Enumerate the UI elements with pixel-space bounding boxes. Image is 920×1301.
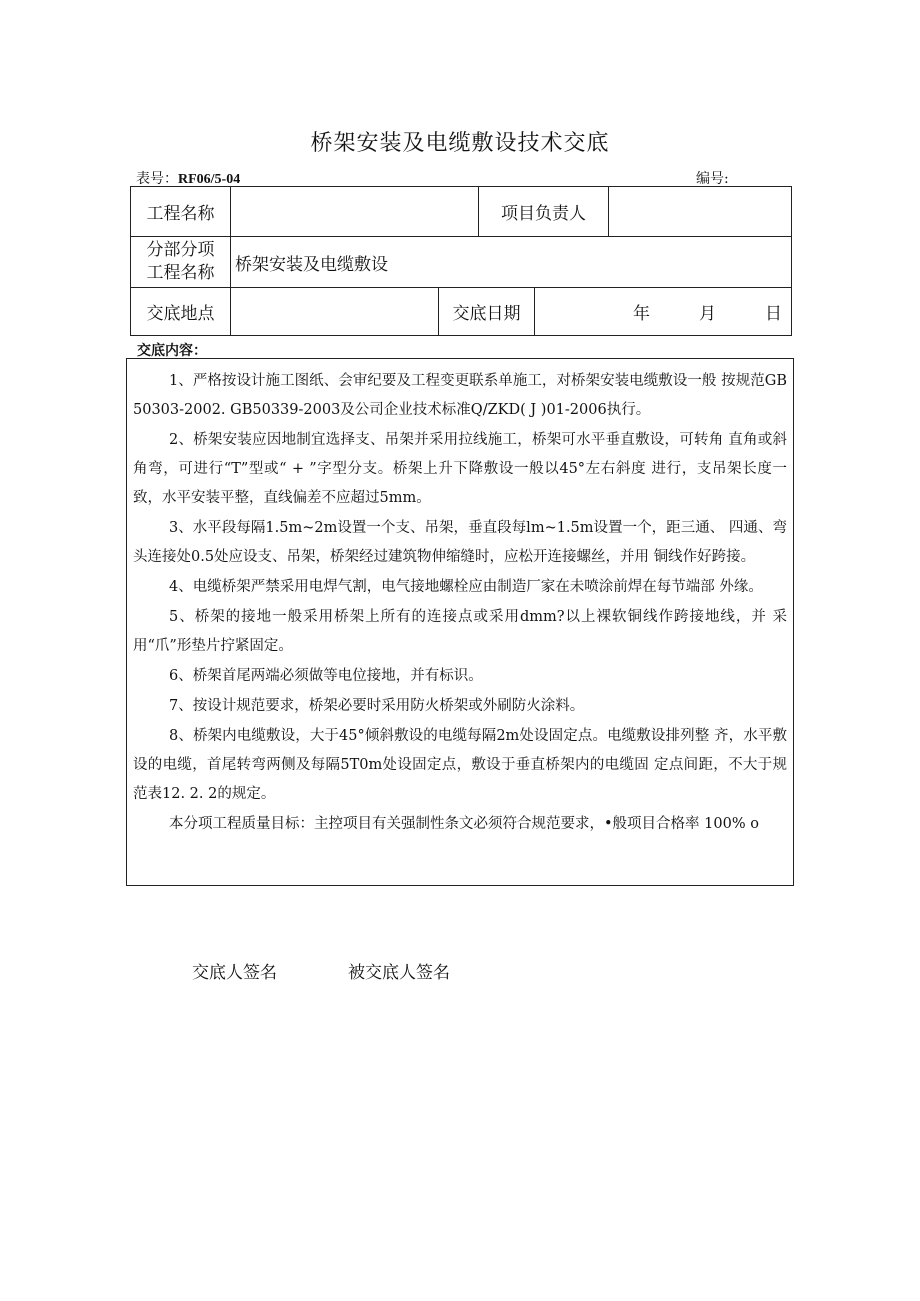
- project-name-label: 工程名称: [131, 187, 231, 236]
- header-table: [130, 186, 792, 336]
- form-number: [136, 168, 240, 188]
- paragraph-1: 1、严格按设计施工图纸、会审纪要及工程变更联系单施工，对桥架安装电缆敷设一般 按规范GB50303-2002. GB50339-2003及公司企业技术标准Q/ZKD( J )01-2006执行。: [133, 373, 787, 418]
- paragraph-2: 2、桥架安装应因地制宜选择支、吊架并采用拉线施工，桥架可水平垂直敷设，可转角 直角或斜角弯，可进行“T”型或“ + ”字型分支。桥架上升下降敷设一般以45°左右斜度 进行，支吊架长度一致，水平安装平整，直线偏差不应超过5mm。: [133, 432, 787, 506]
- serial-number-label: 编号:: [696, 171, 729, 187]
- receiver-signature-label: 被交底人签名: [348, 963, 450, 983]
- date-month: 月: [699, 304, 716, 324]
- header-row-subproject: [131, 237, 791, 288]
- paragraph-7: 7、按设计规范要求，桥架必要时采用防火桥架或外刷防火涂料。: [169, 698, 585, 714]
- project-lead-value[interactable]: [609, 187, 791, 236]
- header-row-location: [131, 288, 791, 335]
- quality-goal: 本分项工程质量目标：主控项目有关强制性条文必须符合规范要求，•般项目合格率 100% o: [169, 816, 759, 832]
- paragraph-4: 4、电缆桥架严禁采用电焊气割，电气接地螺栓应由制造厂家在未喷涂前焊在每节端部 外缘。: [169, 579, 763, 595]
- document-title: 桥架安装及电缆敷设技术交底: [310, 131, 610, 156]
- form-number-row: [136, 168, 736, 186]
- sub-project-value[interactable]: 桥架安装及电缆敷设: [235, 254, 388, 275]
- sub-project-label-line2: 工程名称: [146, 263, 215, 283]
- form-number-value: RF06/5-04: [178, 172, 241, 187]
- location-value[interactable]: [231, 288, 439, 335]
- header-row-project: [131, 187, 791, 237]
- presenter-signature-label: 交底人签名: [192, 963, 277, 983]
- location-label: 交底地点: [131, 288, 231, 335]
- paragraph-3: 3、水平段每隔1.5m~2m设置一个支、吊架，垂直段每lm~1.5m设置一个，距三通、 四通、弯头连接处0.5处应设支、吊架，桥架经过建筑物伸缩缝时，应松开连接螺丝，并用 铜线作好跨接。: [133, 520, 787, 565]
- content-box: [126, 358, 794, 886]
- sub-project-label-line1: 分部分项: [146, 240, 215, 260]
- paragraph-5: 5、桥架的接地一般采用桥架上所有的连接点或采用dmm?以上裸软铜线作跨接地线，并 采用“爪”形垫片拧紧固定。: [133, 609, 787, 654]
- paragraph-8: 8、桥架内电缆敷设，大于45°倾斜敷设的电缆每隔2m处设固定点。电缆敷设排列整 齐，水平敷设的电缆，首尾转弯两侧及每隔5T0m处设固定点，敷设于垂直桥架内的电缆固 定点间距，不大于规范表12. 2. 2的规定。: [133, 728, 787, 802]
- paragraph-6: 6、桥架首尾两端必须做等电位接地，并有标识。: [169, 668, 483, 684]
- date-day: 日: [765, 304, 782, 324]
- date-value[interactable]: [535, 288, 791, 335]
- form-number-label: 表号：: [136, 171, 178, 187]
- content-caption: 交底内容：: [137, 343, 207, 359]
- date-year: 年: [633, 304, 650, 324]
- date-label: 交底日期: [439, 288, 535, 335]
- sub-project-label: [131, 237, 231, 287]
- project-lead-label: 项目负责人: [479, 187, 609, 236]
- project-name-value[interactable]: [231, 187, 479, 236]
